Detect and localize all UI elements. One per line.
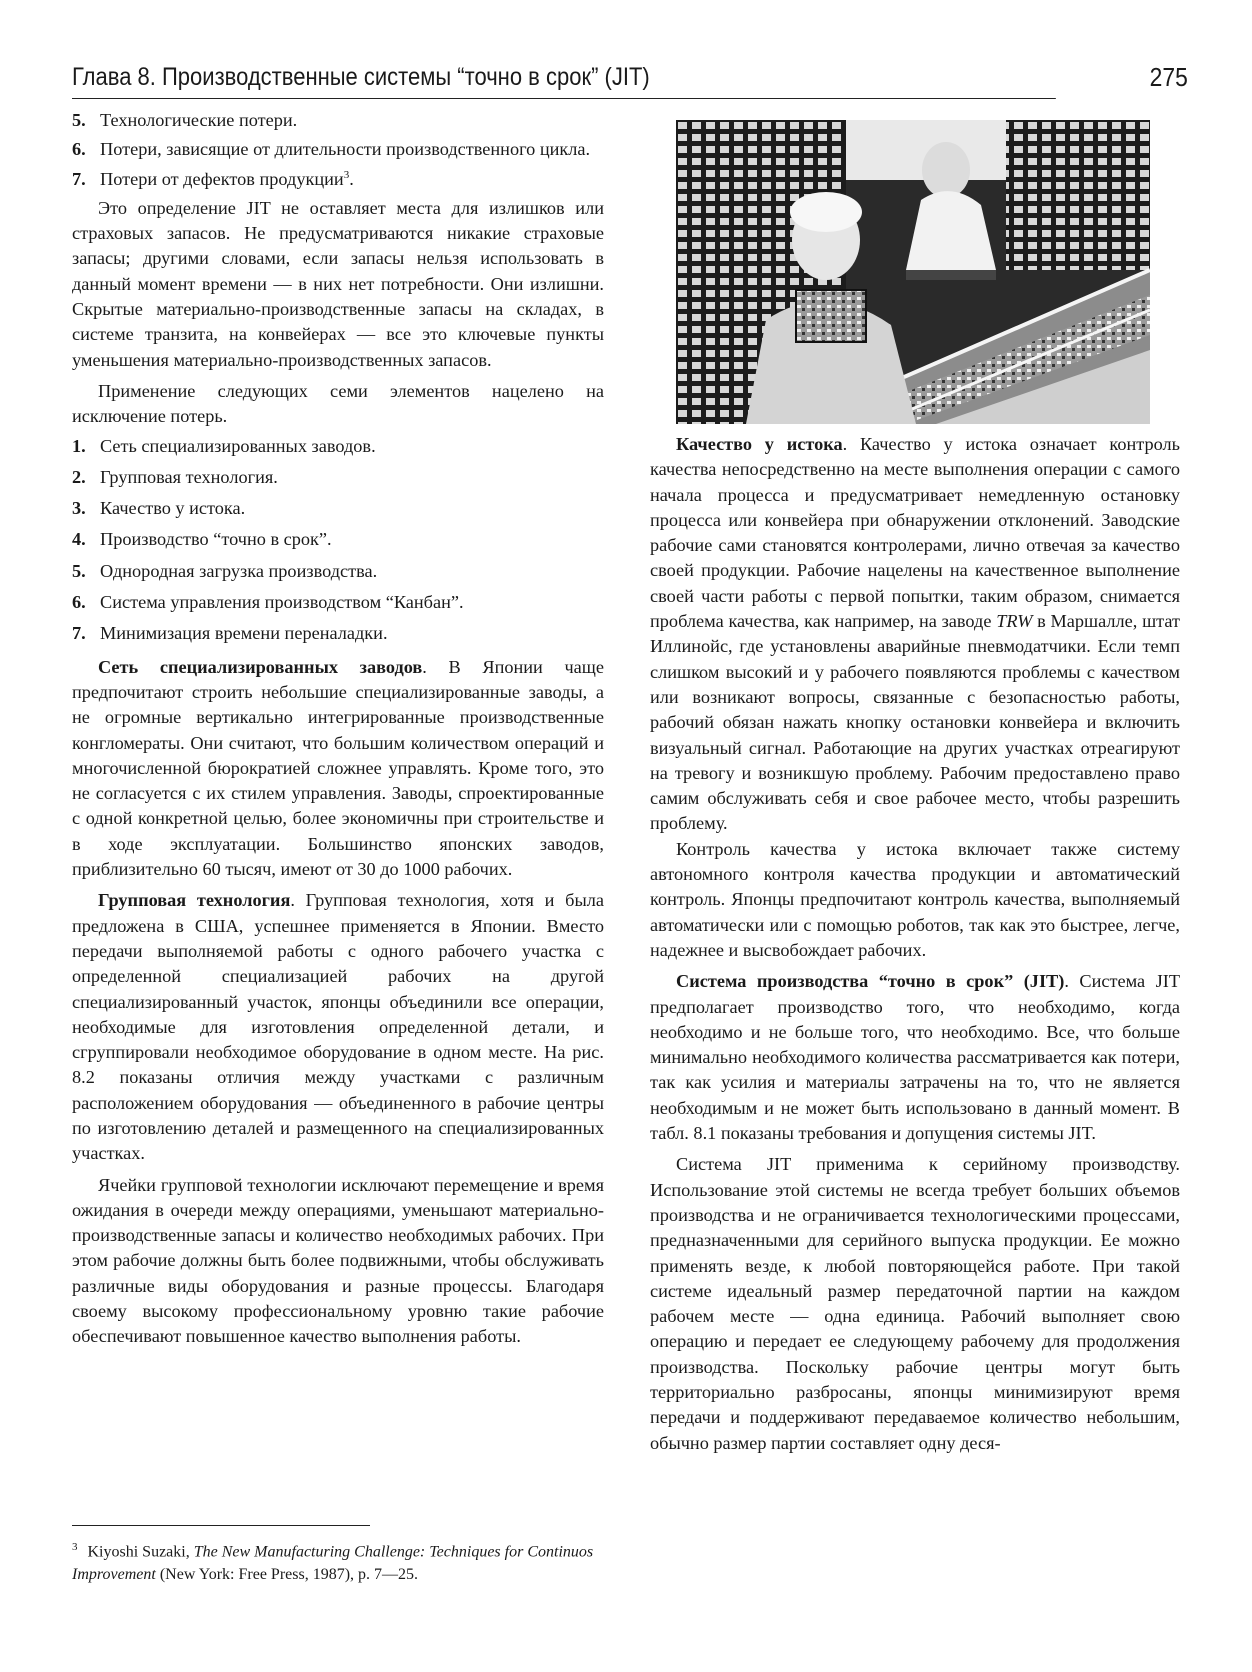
list-item: 6. Система управления производством “Канбан”. xyxy=(72,592,464,613)
running-head xyxy=(72,58,1188,99)
paragraph: Контроль качества у истока включает также систему автономного контроля качества продукции и автоматический контроль. Японцы предпочитают контроль качества, выполняемый автоматически или с помощью роботов, так как это быстрее, легче, надежнее и высвобождает рабочих. xyxy=(650,838,1180,960)
list-item: 2. Групповая технология. xyxy=(72,466,278,487)
chapter-title: Глава 8. Производственные системы “точно в срок” (JIT) xyxy=(72,63,650,91)
footnote-mark: 3 xyxy=(72,1541,78,1553)
list-item: 7. Потери от дефектов продукции$^3$. xyxy=(72,168,354,189)
paragraph: Ячейки групповой технологии исключают перемещение и время ожидания в очереди между операциями, уменьшают материально-производственные запасы и количество необходимых рабочих. При этом рабочие должны быть более подвижными, чтобы обслуживать различные виды оборудования и разные процессы. Благодаря своему высокому профессиональному уровню такие рабочие обеспечивают повышенное качество выполнения работы. xyxy=(72,1174,604,1347)
elements-list xyxy=(72,434,604,647)
paragraph: Групповая технология. Групповая технология, хотя и была предложена в США, успешнее применяется в Японии. Вместо передачи выполняемой работы с одного рабочего участка с определенной специализацией рабочих на другой специализированный участок, японцы объединили все операции, необходимые для изготовления определенной детали, и сгруппировали необходимое оборудование в одном месте. На рис. 8.2 показаны отличия между участками с различным расположением оборудования — объединенного в рабочие центры по изготовлению деталей и размещенного на специализированных участках. xyxy=(72,890,604,1164)
left-column xyxy=(72,108,604,1350)
run-in-heading: Система производства “точно в срок” (JIT) xyxy=(676,971,1065,992)
right-column xyxy=(650,108,1180,1456)
run-in-heading: Сеть специализированных заводов xyxy=(98,656,423,677)
list-item: 1. Сеть специализированных заводов. xyxy=(72,435,376,456)
list-item: 6. Потери, зависящие от длительности производственного цикла. xyxy=(72,139,591,160)
paragraph: Система JIT применима к серийному производству. Использование этой системы не всегда требует больших объемов производства и не ограничивается технологическими процессами, предназначенными для серийного выпуска продукции. Ее можно применять везде, к любой повторяющейся работе. При такой системе идеальный размер передаточной партии на каждом рабочем месте — одна единица. Рабочий выполняет свою операцию и передает ее следующему рабочему для продолжения производства. Поскольку рабочие центры могут быть территориально разбросаны, японцы минимизируют время передачи и поддерживают передаваемое количество небольшим, обычно размер партии составляет одну деся- xyxy=(650,1154,1180,1453)
page-number: 275 xyxy=(1149,62,1188,92)
paragraph: Качество у истока. Качество у истока означает контроль качества непосредственно на месте выполнения операции с самого начала процесса и предусматривает немедленную остановку процесса или конвейера при обнаружении отклонений. Заводские рабочие сами становятся контролерами, лично отвечая за качество своей продукции. Рабочие нацелены на качественное выполнение своей части работы с первой попытки, таким образом, снимается проблема качества, как например, на заводе TRW в Маршалле, штат Иллинойс, где установлены аварийные пневмодатчики. Если темп слишком высокий и у рабочего появляются проблемы с качеством или возникают вопросы, связанные с безопасностью работы, рабочий обязан нажать кнопку остановки конвейера и включить визуальный сигнал. Работающие на других участках отреагируют на тревогу и возникшую проблему. Рабочим предоставлено право самим обслуживать себя и свое рабочее место, чтобы разрешить проблему. xyxy=(650,434,1180,834)
list-item: 5. Технологические потери. xyxy=(72,110,298,130)
losses-list xyxy=(72,108,604,192)
list-item: 7. Минимизация времени переналадки. xyxy=(72,623,388,644)
list-item: 4. Производство “точно в срок”. xyxy=(72,529,332,550)
paragraph: Сеть специализированных заводов. В Японии чаще предпочитают строить небольшие специализированные заводы, а не огромные вертикально интегрированные производственные конгломераты. Они считают, что большим количеством операций и многочисленной бюрократией сложнее управлять. Кроме того, это не согласуется с их стилем управления. Заводы, спроектированные с одной конкретной целью, более экономичны при строительстве и в ходе эксплуатации. Большинство японских заводов, приблизительно 60 тысяч, имеют от 30 до 1000 рабочих. xyxy=(72,656,604,880)
paragraph: Система производства “точно в срок” (JIT). Система JIT предполагает производство того, что необходимо, когда необходимо и не больше того, что необходимо. Все, что больше минимально необходимого количества рассматривается как потери, так как усилия и материалы затрачены на то, что не является необходимым и не может быть использовано в данный момент. В табл. 8.1 показаны требования и допущения системы JIT. xyxy=(650,971,1180,1144)
list-item: 5. Однородная загрузка производства. xyxy=(72,560,378,581)
company-name: TRW xyxy=(996,611,1033,632)
list-item: 3. Качество у истока. xyxy=(72,498,246,519)
run-in-heading: Качество у истока xyxy=(676,434,843,454)
book-title: The New Manufacturing Challenge: Techniques for Continuos Improvement xyxy=(72,1543,594,1584)
footnote-ref: 3 xyxy=(343,168,350,181)
paragraph: Это определение JIT не оставляет места для излишков или страховых запасов. Не предусматриваются никакие страховые запасы; другими словами, если запасы нельзя использовать в данный момент времени — в них нет потребности. Они излишни. Скрытые материально-производственные запасы на складах, в системе транзита, на конвейерах — все это ключевые пункты уменьшения материально-производственных запасов. xyxy=(72,197,604,370)
footnote-divider xyxy=(72,1525,370,1526)
run-in-heading: Групповая технология xyxy=(98,890,291,911)
footnote: $^3$ Kiyoshi Suzaki, The New Manufacturing Challenge: Techniques for Continuos Improvement (New York: Free Press, 1987), p. 7—25. xyxy=(72,1541,594,1584)
paragraph: Применение следующих семи элементов нацелено на исключение потерь. xyxy=(72,380,604,427)
